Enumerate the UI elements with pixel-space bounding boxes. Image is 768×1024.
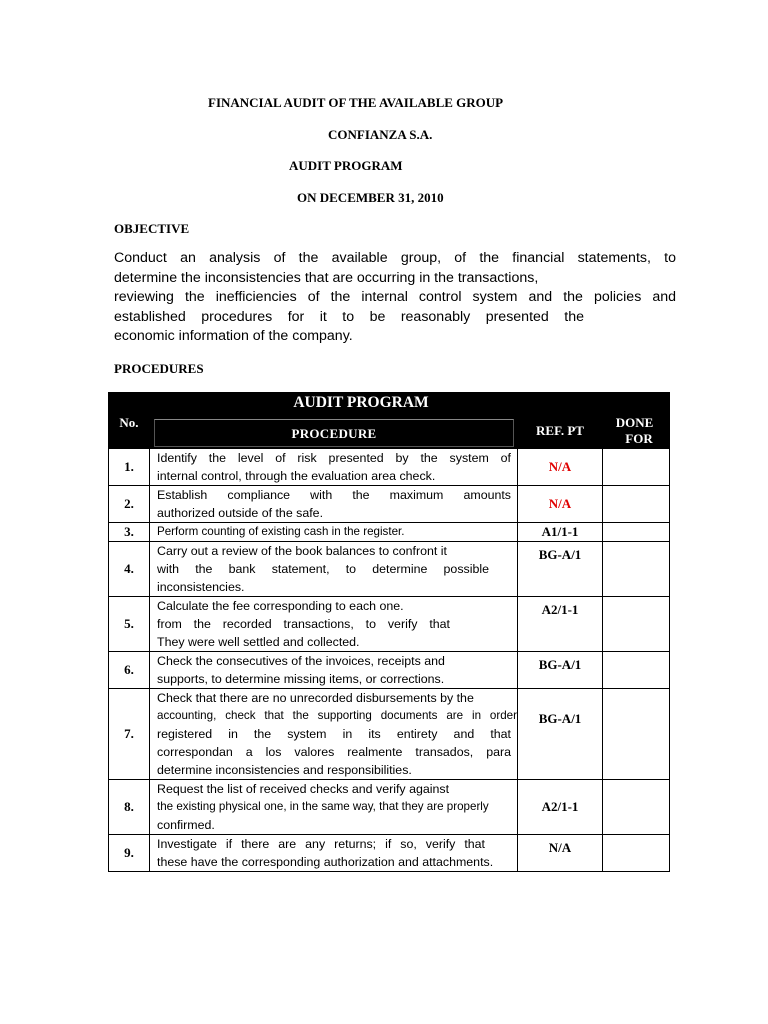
row-done-for <box>603 597 670 652</box>
column-header-ref: REF. PT <box>518 413 603 449</box>
table-row <box>109 780 670 835</box>
objective-line: Conduct an analysis of the available group, of the financial statements, to <box>114 250 676 266</box>
objective-line: reviewing the inefficiencies of the internal control system and the policies and <box>114 289 676 306</box>
row-ref: A1/1-1 <box>518 523 603 542</box>
row-procedure: Check that there are no unrecorded disbursements by the accounting, check that the supporting documents are in order registered in the system in its entirety and that correspondan a los valores realmente transados, para determine inconsistencies and responsibilities. <box>150 689 518 780</box>
row-ref: N/A <box>518 449 603 486</box>
row-number: 6. <box>109 652 150 689</box>
procedures-heading: PROCEDURES <box>114 361 204 376</box>
row-number: 2. <box>109 486 150 523</box>
row-procedure: Request the list of received checks and verify against the existing physical one, in the same way, that they are properly confirmed. <box>150 780 518 835</box>
row-number: 8. <box>109 780 150 835</box>
row-done-for <box>603 780 670 835</box>
row-number: 7. <box>109 689 150 780</box>
table-row <box>109 597 670 652</box>
row-procedure: Carry out a review of the book balances to confront it with the bank statement, to determine possible inconsistencies. <box>150 542 518 597</box>
header-company: CONFIANZA S.A. <box>328 127 433 142</box>
row-ref: N/A <box>518 486 603 523</box>
row-number: 5. <box>109 597 150 652</box>
header-date: ON DECEMBER 31, 2010 <box>297 190 444 205</box>
header-title: FINANCIAL AUDIT OF THE AVAILABLE GROUP <box>208 95 504 110</box>
row-ref: BG-A/1 <box>518 652 603 689</box>
row-done-for <box>603 523 670 542</box>
objective-line: determine the inconsistencies that are occurring in the transactions, <box>114 269 539 286</box>
row-number: 4. <box>109 542 150 597</box>
row-done-for <box>603 542 670 597</box>
table-title: AUDIT PROGRAM <box>109 393 670 413</box>
table-row <box>109 449 670 486</box>
row-number: 3. <box>109 523 150 542</box>
objective-heading: OBJECTIVE <box>114 221 190 236</box>
row-ref: A2/1-1 <box>518 780 603 835</box>
column-header-done-for: DONE FOR <box>603 413 670 449</box>
table-row <box>109 689 670 780</box>
table-row <box>109 523 670 542</box>
objective-text <box>114 249 676 347</box>
row-ref: A2/1-1 <box>518 597 603 652</box>
table-row <box>109 835 670 872</box>
audit-program-table <box>108 392 670 872</box>
header-program: AUDIT PROGRAM <box>289 158 403 173</box>
row-done-for <box>603 835 670 872</box>
row-procedure: Identify the level of risk presented by the system of internal control, through the evaluation area check. <box>150 449 518 486</box>
row-procedure: Check the consecutives of the invoices, receipts and supports, to determine missing items, or corrections. <box>150 652 518 689</box>
row-done-for <box>603 689 670 780</box>
row-ref: BG-A/1 <box>518 689 603 780</box>
row-procedure: Establish compliance with the maximum amounts authorized outside of the safe. <box>150 486 518 523</box>
table-row <box>109 652 670 689</box>
column-header-no: No. <box>109 413 150 449</box>
table-row <box>109 486 670 523</box>
column-header-procedure: PROCEDURE <box>150 413 518 449</box>
row-number: 1. <box>109 449 150 486</box>
table-row <box>109 542 670 597</box>
row-done-for <box>603 449 670 486</box>
row-number: 9. <box>109 835 150 872</box>
objective-line: established procedures for it to be reasonably presented the <box>114 308 584 325</box>
row-procedure: Investigate if there are any returns; if so, verify that these have the corresponding authorization and attachments. <box>150 835 518 872</box>
row-procedure: Perform counting of existing cash in the register. <box>150 523 518 542</box>
row-done-for <box>603 486 670 523</box>
row-done-for <box>603 652 670 689</box>
row-ref: N/A <box>518 835 603 872</box>
row-ref: BG-A/1 <box>518 542 603 597</box>
row-procedure: Calculate the fee corresponding to each one. from the recorded transactions, to verify that They were well settled and collected. <box>150 597 518 652</box>
objective-line: economic information of the company. <box>114 328 353 345</box>
